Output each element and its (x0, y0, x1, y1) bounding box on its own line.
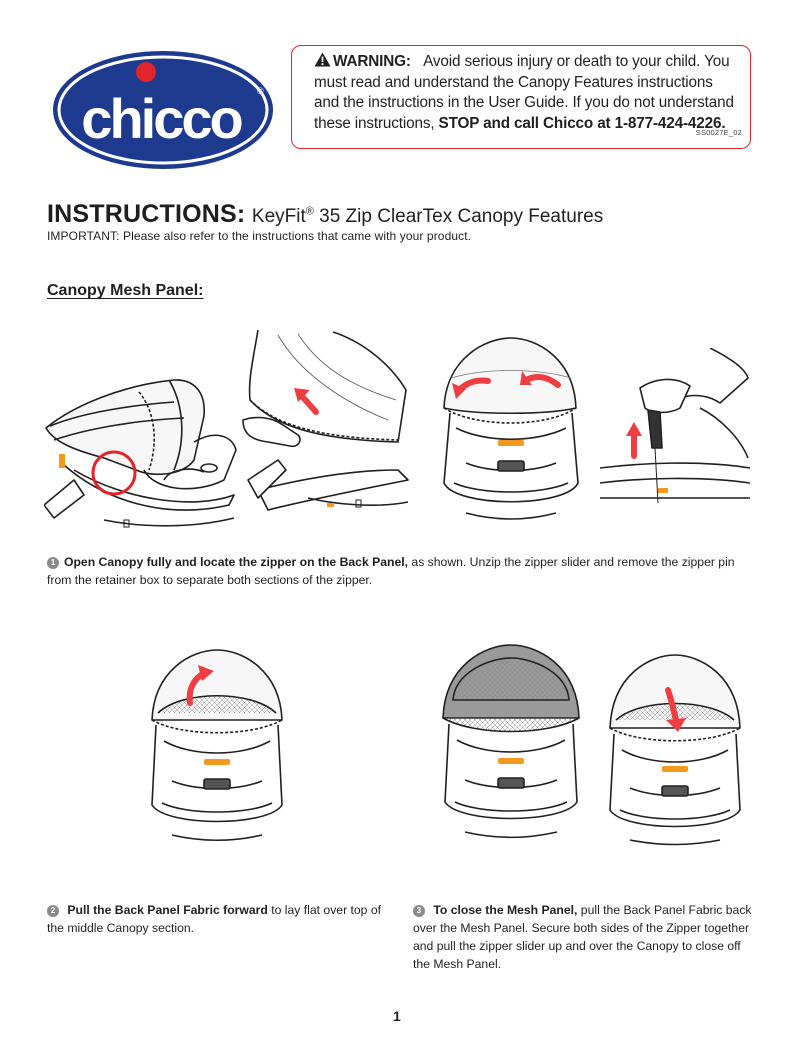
title-main: INSTRUCTIONS: (47, 200, 246, 228)
logo-registered: ® (257, 86, 264, 96)
title-product: KeyFit® 35 Zip ClearTex Canopy Features (251, 205, 604, 227)
section-heading: Canopy Mesh Panel: (47, 282, 204, 299)
chicco-logo (52, 50, 274, 170)
important-note: IMPORTANT: Please also refer to the instructions that came with your product. (47, 229, 472, 243)
logo-text: chicco (81, 87, 241, 150)
illustration-remove-zipper-pin (600, 348, 750, 524)
page-number: 1 (393, 1008, 401, 1024)
step-1 (47, 553, 747, 589)
step-2 (47, 901, 397, 937)
illustration-unzip-hand (238, 330, 410, 522)
warning-text: Avoid serious injury or death to your child. You must read and understand the Canopy Features instructions and the instructions in the User Guide. If you do not understand these instructions, (314, 53, 734, 132)
warning-triangle-icon (314, 52, 331, 67)
illustration-close-mesh-panel (600, 650, 750, 846)
step-bold-text: To close the Mesh Panel, (433, 903, 578, 917)
document-code: SS0027E_02 (695, 127, 742, 137)
step-number-badge: 1 (47, 557, 59, 569)
step-bold-text: Pull the Back Panel Fabric forward (67, 903, 268, 917)
illustration-pull-back-panel-forward (142, 645, 292, 843)
illustration-mesh-panel-open (435, 640, 587, 840)
page-title (47, 200, 603, 229)
illustration-front-open-canopy (436, 333, 586, 523)
warning-label: WARNING: (333, 53, 411, 70)
step-body-text: as shown. Unzip the zipper slider and remove the zipper pin from the retainer box to separate both sections of the zipper. (47, 555, 735, 587)
step-number-badge: 3 (413, 905, 425, 917)
warning-box (291, 45, 751, 149)
illustration-seat-side-zipper (44, 370, 242, 530)
step-body-text: pull the Back Panel Fabric back over the Mesh Panel. Secure both sides of the Zipper together and pull the zipper slider up and over the Canopy to close off the Mesh Panel. (413, 903, 752, 971)
step-bold-text: Open Canopy fully and locate the zipper on the Back Panel, (64, 555, 409, 569)
step-3 (413, 901, 758, 973)
warning-contact: STOP and call Chicco at 1-877-424-4226. (438, 114, 726, 132)
step-number-badge: 2 (47, 905, 59, 917)
step-body-text: to lay flat over top of the middle Canopy section. (47, 903, 382, 935)
